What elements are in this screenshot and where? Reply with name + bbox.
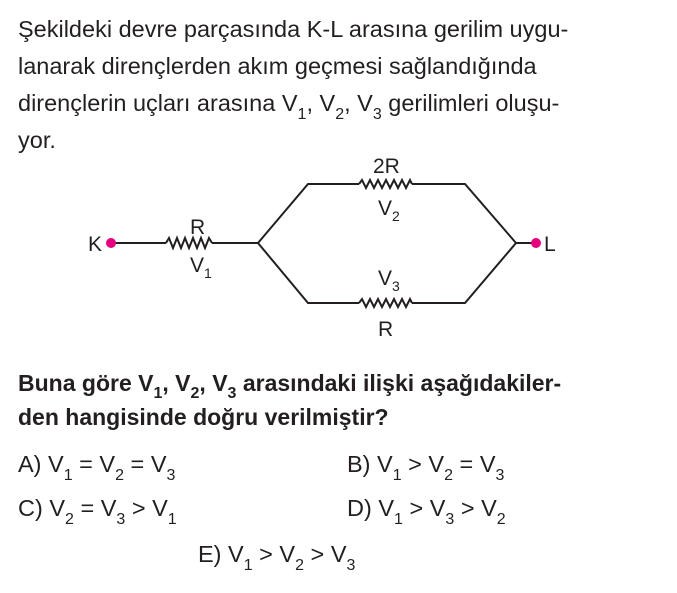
question-line-2: lanarak dirençlerden akım geçmesi sağlandığında [18,53,537,79]
option-b[interactable]: B) $V_1 > V_2 = V_3$ [347,451,505,484]
resistor-r1 [166,238,212,248]
option-e[interactable]: E) $V_1 > V_2 > V_3$ [198,541,356,574]
ask-line-2: den hangisinde doğru verilmiştir? [18,404,389,430]
node-k-dot [106,238,116,248]
r1-voltage: $V_1$ [190,254,212,281]
node-k-label: K [88,233,103,256]
r2-voltage: $V_2$ [378,197,400,224]
node-l-dot [531,238,541,248]
question-line-4: yor. [18,127,56,153]
option-c[interactable]: C) $V_2 = V_3 > V_1$ [18,495,177,528]
wire-lower-right [412,243,516,303]
resistor-r3 [359,299,412,307]
node-l-label: L [544,233,556,256]
ask-line-1: Buna göre $V_1$, $V_2$, $V_3$ arasındaki ilişki aşağıdakiler- [18,370,562,402]
question-line-1: Şekildeki devre parçasında K-L arasına gerilim uygu- [18,16,569,42]
wire-upper-right [412,184,516,243]
r2-label: 2R [373,155,400,178]
r1-label: R [190,216,206,239]
circuit-wires [111,180,536,307]
option-a[interactable]: A) $V_1 = V_2 = V_3$ [18,451,176,484]
r3-voltage: $V_3$ [378,267,400,294]
option-d[interactable]: D) $V_1 > V_3 > V_2$ [347,495,506,528]
question-line-3: dirençlerin uçları arasına $V_1$, $V_2$, $V_3$ gerilimleri oluşu- [18,90,560,123]
wire-upper-left [258,184,359,243]
wire-lower-left [258,243,359,303]
resistor-r2 [359,180,412,188]
r3-label: R [378,318,394,341]
